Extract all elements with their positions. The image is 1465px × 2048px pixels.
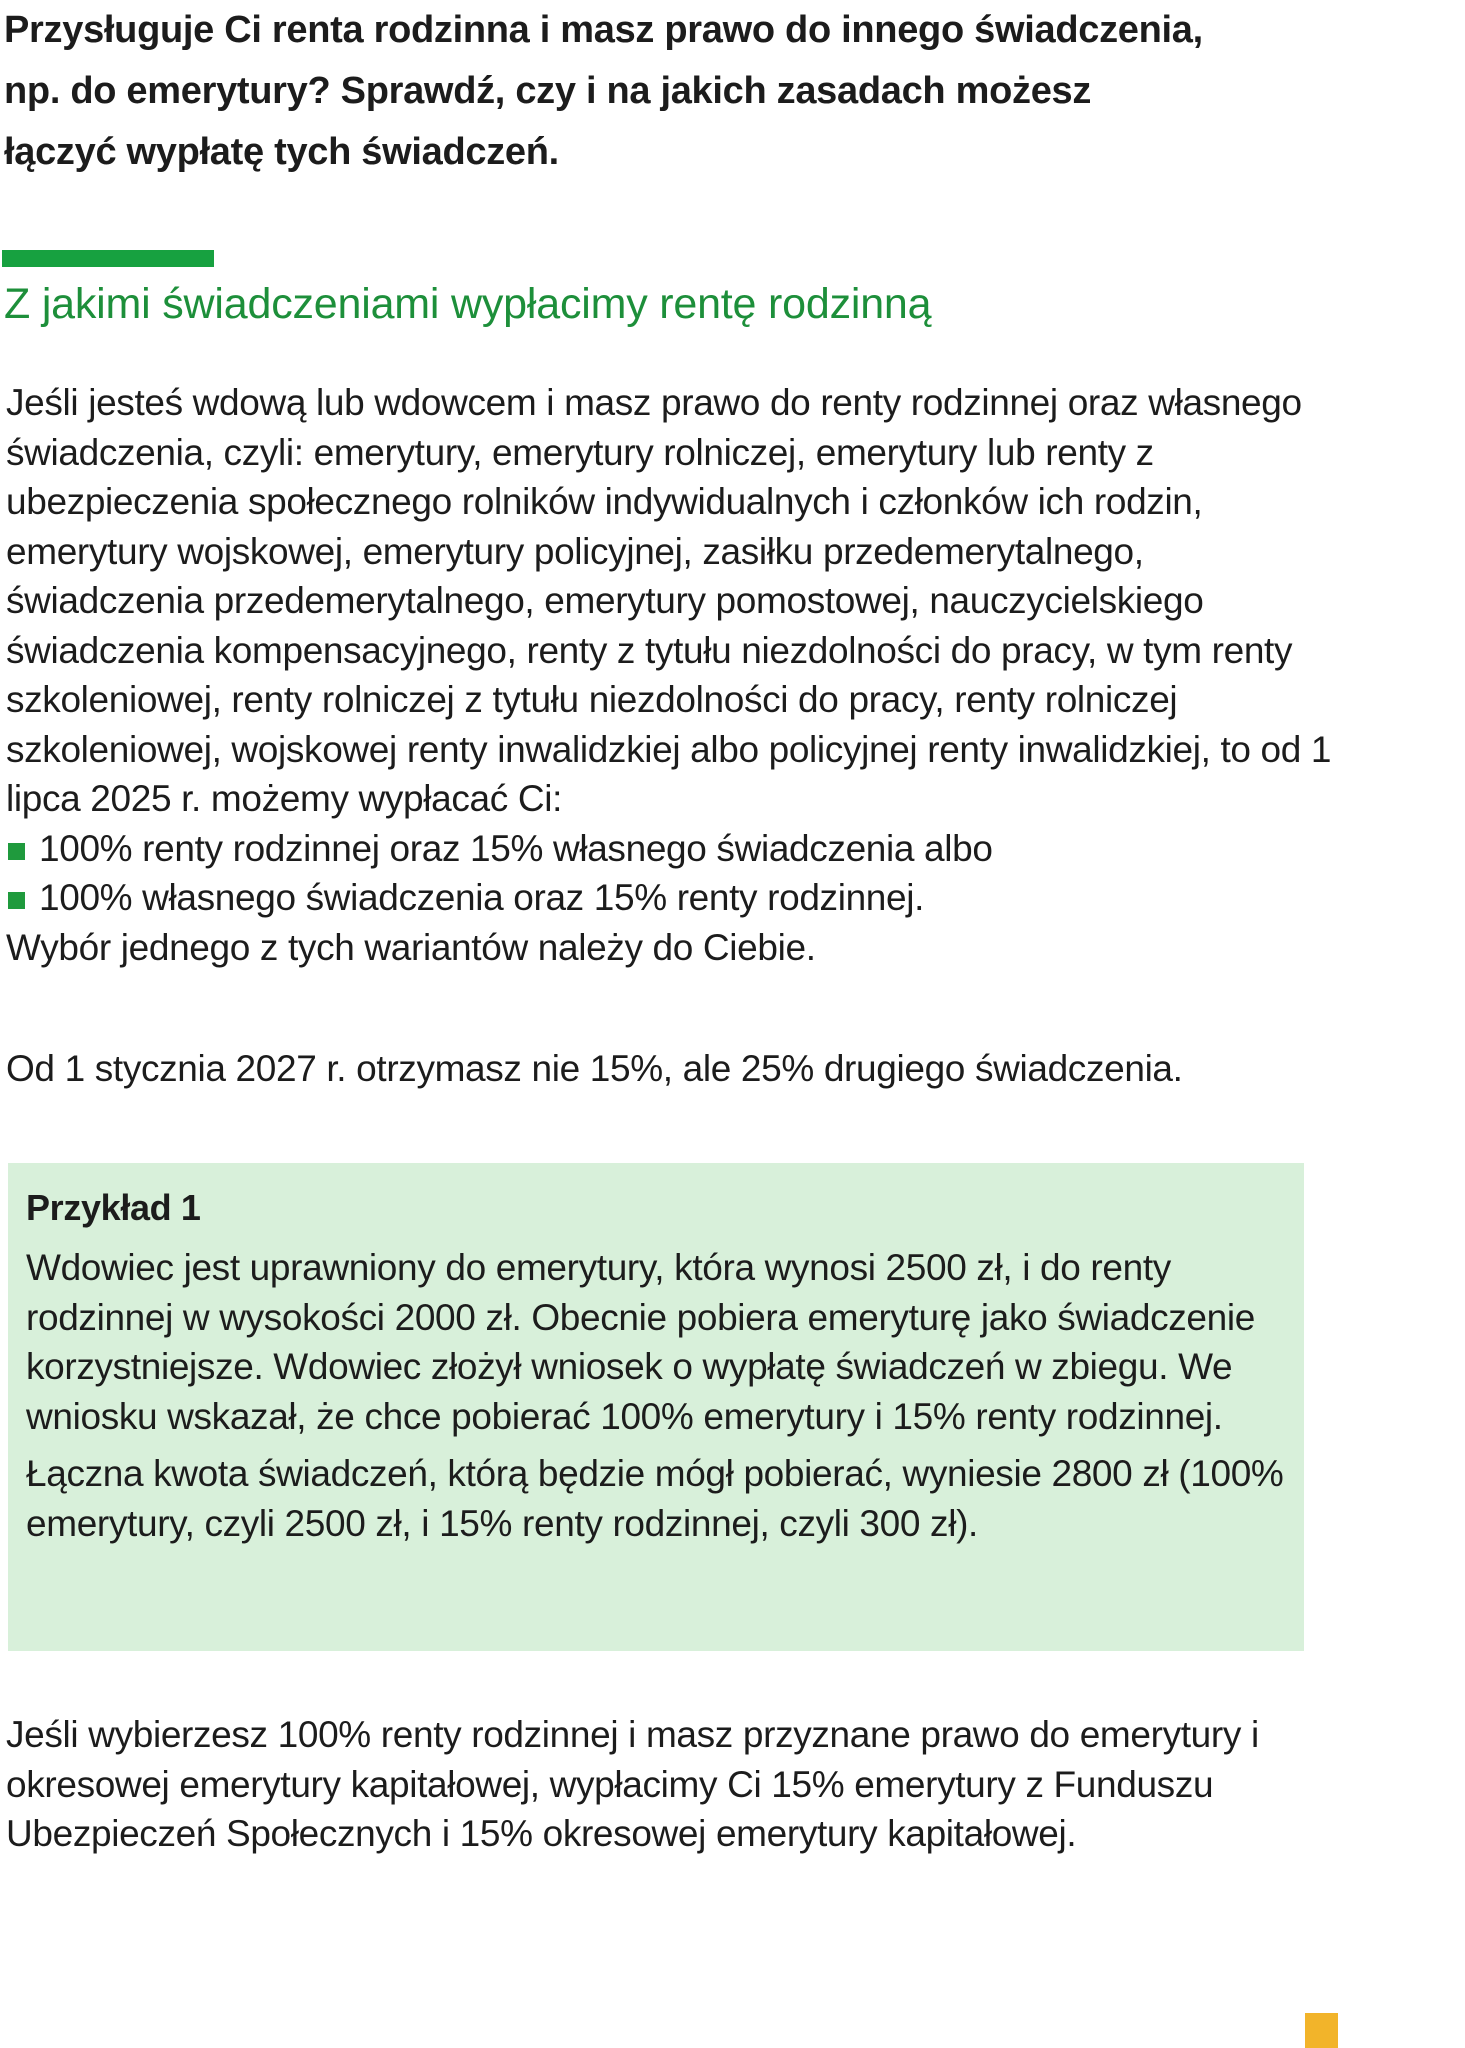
example-paragraph-2: Łączna kwota świadczeń, którą będzie mógł pobierać, wyniesie 2800 zł (100% emerytury, czyli 2500 zł, i 15% renty rodzinnej, czyli 300 zł). (26, 1453, 1284, 1544)
section-title: Z jakimi świadczeniami wypłacimy rentę rodzinną (4, 280, 932, 328)
list-item (6, 873, 1346, 923)
list-item-text: 100% renty rodzinnej oraz 15% własnego świadczenia albo (39, 827, 993, 869)
section-accent-bar (2, 250, 214, 267)
example-box (8, 1163, 1304, 1651)
from-2027-note: Od 1 stycznia 2027 r. otrzymasz nie 15%, ale 25% drugiego świadczenia. (6, 1048, 1183, 1089)
list-item-text: 100% własnego świadczenia oraz 15% renty rodzinnej. (39, 877, 925, 918)
payment-options-list (6, 824, 1346, 923)
eligibility-paragraph: Jeśli jesteś wdową lub wdowcem i masz prawo do renty rodzinnej oraz własnego świadczenia, czyli: emerytury, emerytury rolniczej, emerytury lub renty z ubezpieczenia społecznego rolników indywidualnych i członków ich rodzin, emerytury wojskowej, emerytury policyjnej, zasiłku przedemerytalnego, świadczenia przedemerytalnego, emerytury pomostowej, nauczycielskiego świadczenia kompensacyjnego, renty z tytułu niezdolności do pracy, w tym renty szkoleniowej, renty rolniczej z tytułu niezdolności do pracy, renty rolniczej szkoleniowej, wojskowej renty inwalidzkiej albo policyjnej renty inwalidzkiej, to od 1 lipca 2025 r. możemy wypłacać Ci: (6, 382, 1332, 819)
example-title: Przykład 1 (26, 1187, 201, 1228)
main-content (6, 378, 1346, 972)
square-bullet-icon (8, 892, 25, 909)
square-bullet-icon (8, 843, 25, 860)
example-paragraph-1: Wdowiec jest uprawniony do emerytury, która wynosi 2500 zł, i do renty rodzinnej w wysokości 2000 zł. Obecnie pobiera emeryturę jako świadczenie korzystniejsze. Wdowiec złożył wniosek o wypłatę świadczeń w zbiegu. We wniosku wskazał, że chce pobierać 100% emerytury i 15% renty rodzinnej. (26, 1247, 1255, 1437)
intro-lead-text: Przysługuje Ci renta rodzinna i masz prawo do innego świadczenia, np. do emerytury? Sprawdź, czy i na jakich zasadach możesz łączyć wypłatę tych świadczeń. (4, 9, 1203, 173)
list-item (6, 824, 1346, 874)
choice-note: Wybór jednego z tych wariantów należy do Ciebie. (6, 926, 816, 968)
capital-pension-paragraph: Jeśli wybierzesz 100% renty rodzinnej i masz przyznane prawo do emerytury i okresowej emerytury kapitałowej, wypłacimy Ci 15% emerytury z Funduszu Ubezpieczeń Społecznych i 15% okresowej emerytury kapitałowej. (6, 1714, 1259, 1854)
page-corner-marker (1305, 2013, 1338, 2048)
